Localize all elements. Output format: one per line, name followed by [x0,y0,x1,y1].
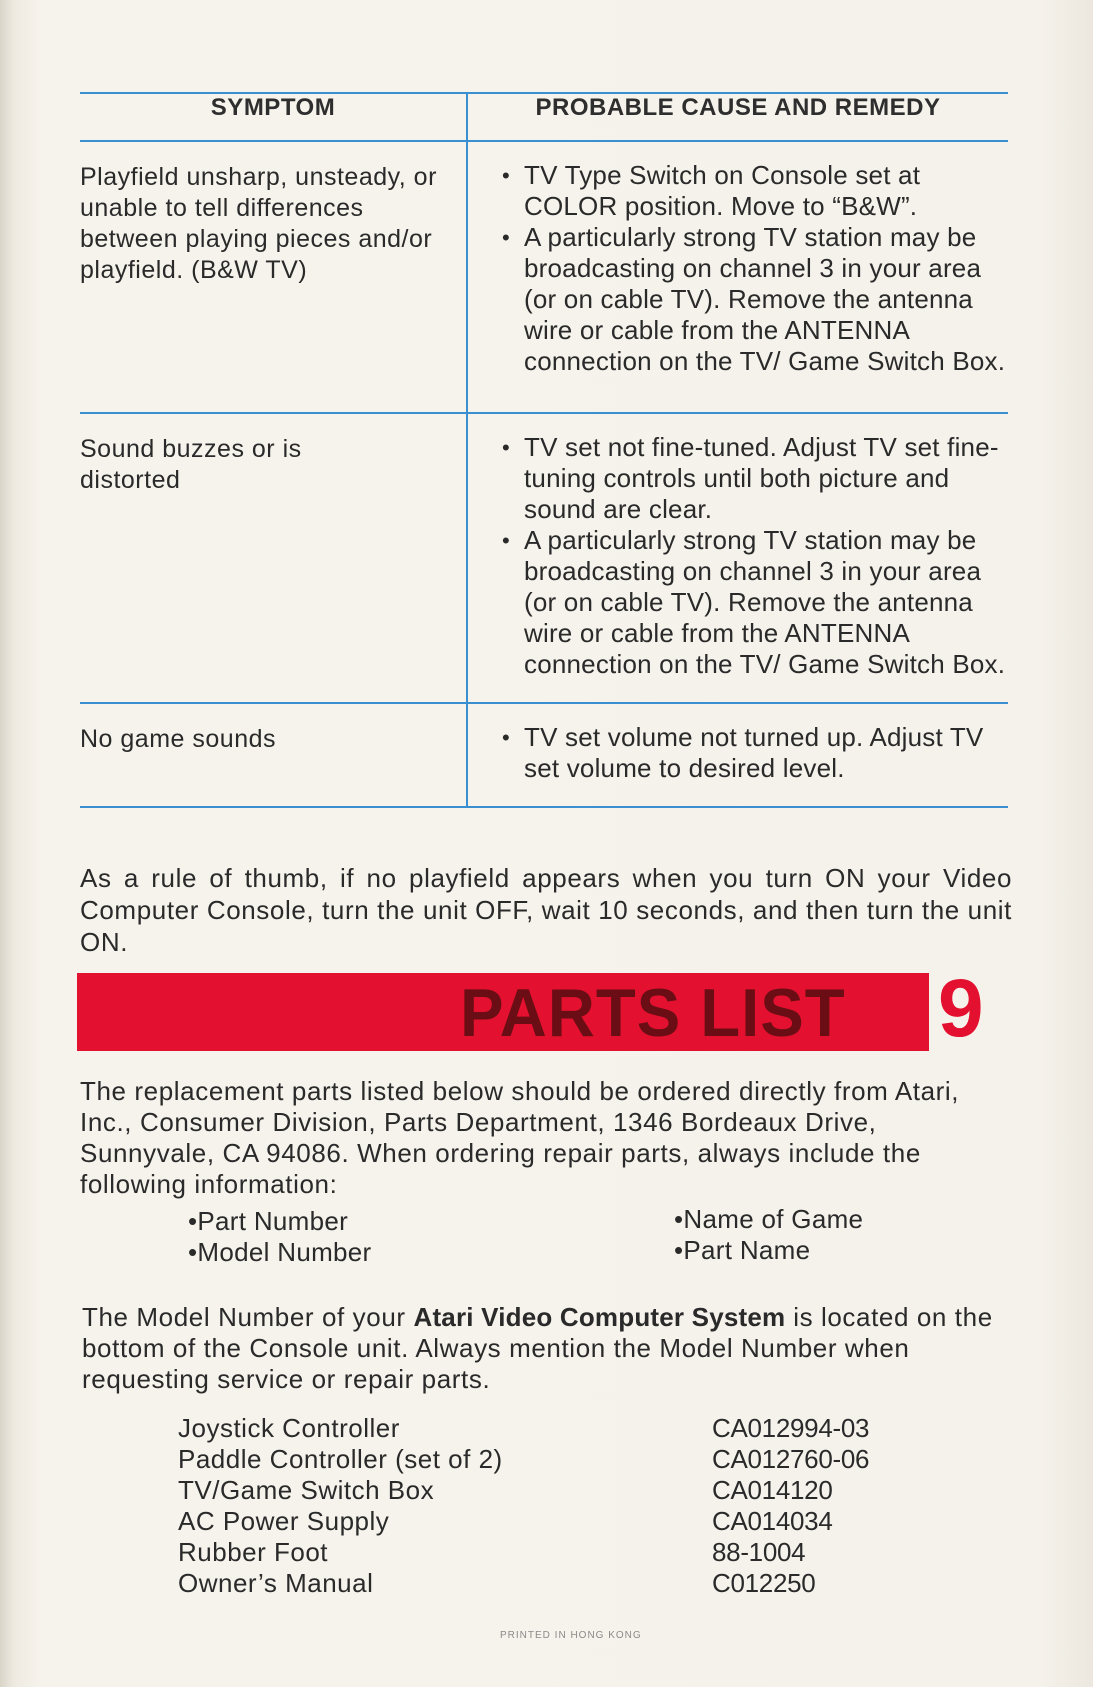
symptom-header: SYMPTOM [80,93,467,141]
remedy-item: • TV set not fine-tuned. Adjust TV set fine-tuning controls until both picture and sound are clear. [502,432,1008,525]
symptom-cell: Sound buzzes or is distorted [80,413,467,703]
list-item: • Name of Game [674,1204,863,1235]
parts-name-column [178,1413,503,1599]
remedy-list [468,722,1008,784]
remedy-cell [467,703,1008,807]
section-number: 9 [938,963,984,1054]
printed-in-footer: PRINTED IN HONG KONG [500,1630,642,1641]
table-header-row [80,93,1008,141]
remedy-list [468,160,1008,377]
model-note-text: is located on the bottom of the Console unit. Always mention the Model Number when requesting service or repair parts. [82,1302,993,1394]
part-code: 88-1004 [712,1537,806,1567]
remedy-item: • A particularly strong TV station may be broadcasting on channel 3 in your area (or on cable TV). Remove the antenna wire or cable from the ANTENNA connection on the TV/ Game Switch Box. [502,222,1008,377]
part-code: C012250 [712,1568,816,1598]
part-code: CA012994-03 [712,1413,870,1443]
model-number-note [82,1302,1017,1395]
remedy-item: • A particularly strong TV station may be broadcasting on channel 3 in your area (or on cable TV). Remove the antenna wire or cable from the ANTENNA connection on the TV/ Game Switch Box. [502,525,1008,680]
part-name: Paddle Controller (set of 2) [178,1444,503,1474]
info-list-right [674,1204,863,1266]
list-item: • Part Number [188,1206,372,1237]
remedy-item: • TV set volume not turned up. Adjust TV set volume to desired level. [502,722,1008,784]
part-name: Owner’s Manual [178,1568,374,1598]
table-row [80,141,1008,413]
remedy-item: • TV Type Switch on Console set at COLOR position. Move to “B&W”. [502,160,1008,222]
model-note-text: The Model Number of your [82,1302,414,1332]
part-code: CA014120 [712,1475,833,1505]
part-code: CA014034 [712,1506,833,1536]
remedy-cell [467,413,1008,703]
list-item: • Model Number [188,1237,372,1268]
remedy-list [468,432,1008,680]
remedy-cell [467,141,1008,413]
parts-intro-paragraph: The replacement parts listed below should be ordered directly from Atari, Inc., Consumer Division, Parts Department, 1346 Bordeaux Drive, Sunnyvale, CA 94086. When ordering repair parts, always include the following information: [80,1076,960,1199]
symptom-cell: No game sounds [80,703,467,807]
symptom-cell: Playfield unsharp, unsteady, or unable to tell differences between playing pieces and/or playfield. (B&W TV) [80,141,467,413]
parts-code-column [712,1413,869,1599]
part-name: Rubber Foot [178,1537,329,1567]
info-list-left [188,1206,372,1268]
rule-of-thumb-paragraph: As a rule of thumb, if no playfield appears when you turn ON your Video Computer Console, turn the unit OFF, wait 10 seconds, and then turn the unit ON. [80,863,1012,957]
troubleshooting-table [80,92,1008,808]
cause-remedy-header: PROBABLE CAUSE AND REMEDY [467,93,1008,141]
part-name: AC Power Supply [178,1506,390,1536]
section-title: PARTS LIST [460,975,846,1051]
table-row [80,413,1008,703]
part-name: TV/Game Switch Box [178,1475,435,1505]
list-item: • Part Name [674,1235,863,1266]
product-name: Atari Video Computer System [413,1302,786,1332]
part-code: CA012760-06 [712,1444,870,1474]
part-name: Joystick Controller [178,1413,400,1443]
table-row [80,703,1008,807]
